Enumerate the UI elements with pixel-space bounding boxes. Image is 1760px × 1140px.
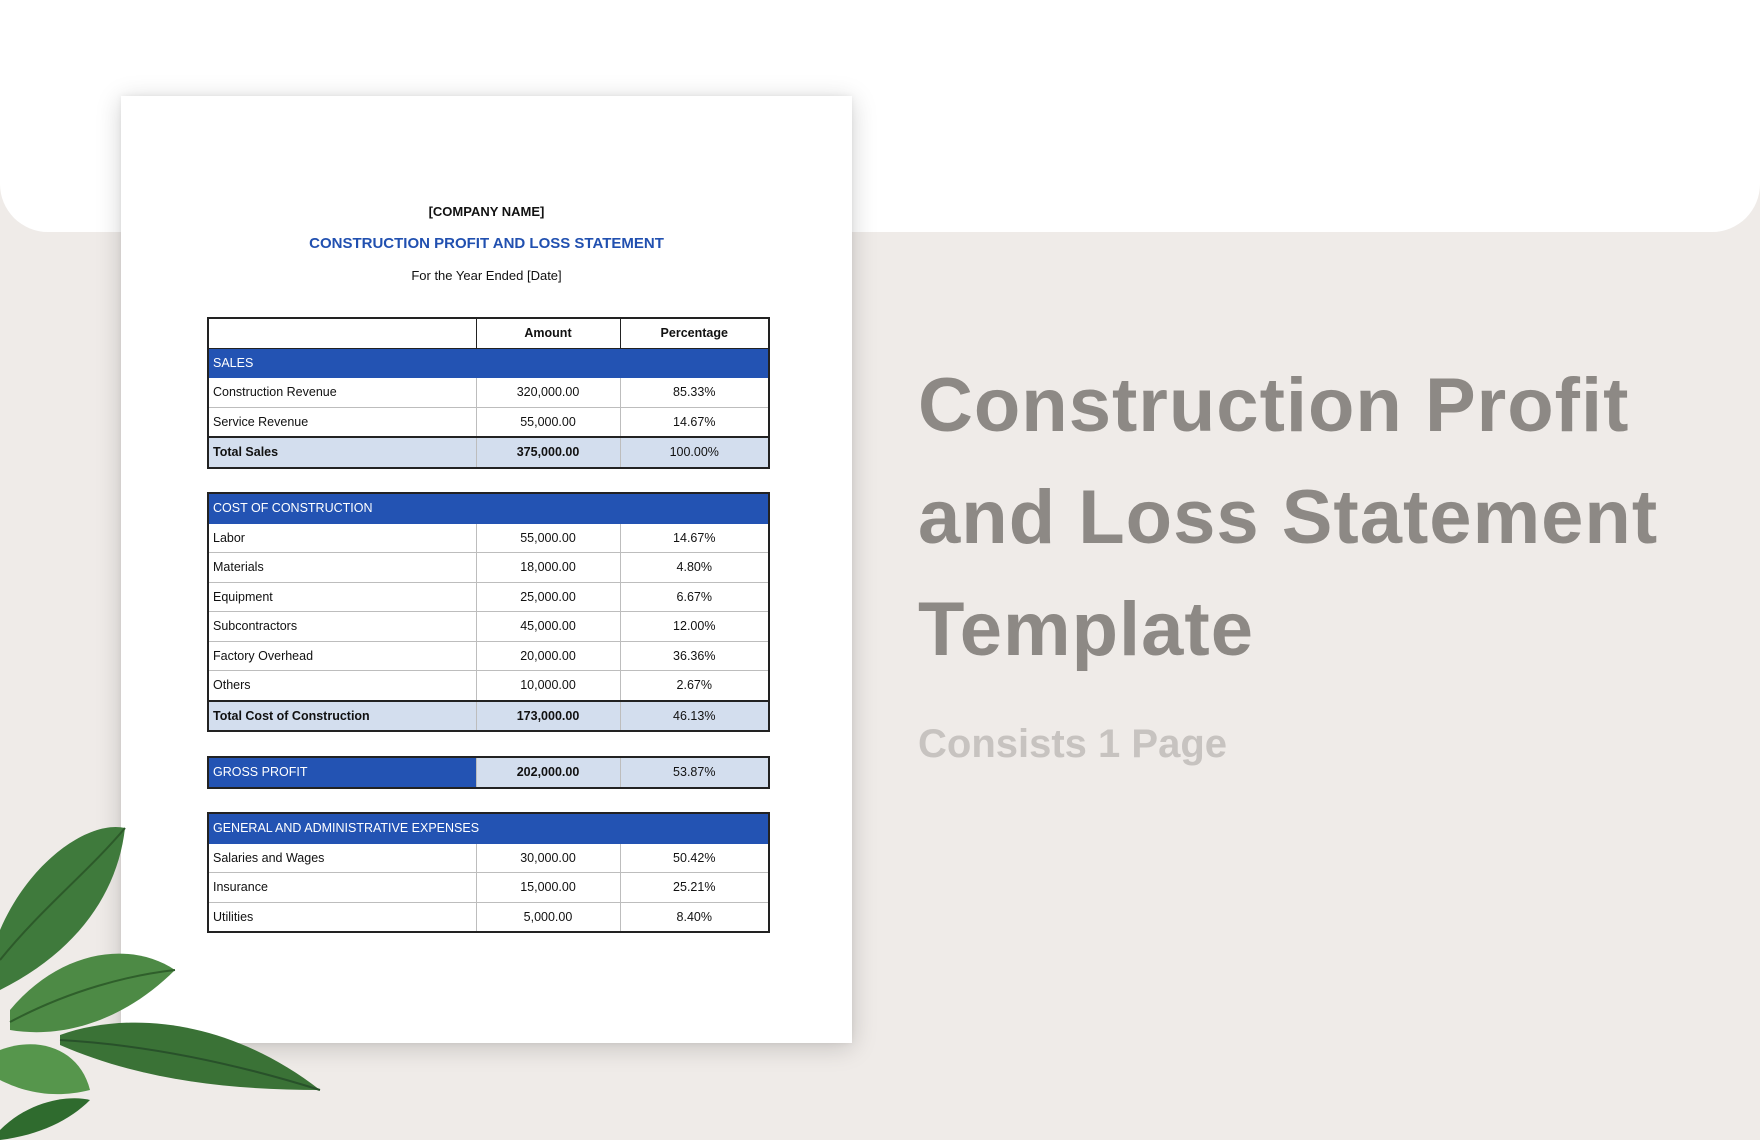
total-amount: 173,000.00	[476, 701, 620, 732]
header-amount: Amount	[476, 318, 620, 348]
promo-title	[918, 350, 1718, 686]
row-amount: 10,000.00	[476, 671, 620, 701]
gross-profit-label: GROSS PROFIT	[208, 757, 476, 788]
section-header-row	[208, 493, 769, 523]
row-label: Subcontractors	[208, 612, 476, 642]
table-row	[208, 582, 769, 612]
table-row	[208, 523, 769, 553]
row-percentage: 85.33%	[620, 378, 769, 408]
gross-profit-percentage: 53.87%	[620, 757, 769, 788]
row-percentage: 14.67%	[620, 523, 769, 553]
table-row	[208, 612, 769, 642]
table-row	[208, 671, 769, 701]
row-amount: 5,000.00	[476, 902, 620, 932]
row-percentage: 50.42%	[620, 843, 769, 873]
page-count-label: Consists 1 Page	[918, 722, 1228, 766]
header-percentage: Percentage	[620, 318, 769, 348]
row-percentage: 6.67%	[620, 582, 769, 612]
document-subtitle: For the Year Ended [Date]	[411, 268, 562, 283]
total-amount: 375,000.00	[476, 437, 620, 468]
promo-title-line: Template	[918, 587, 1255, 672]
header-blank	[208, 318, 476, 348]
document-title: CONSTRUCTION PROFIT AND LOSS STATEMENT	[309, 235, 664, 252]
section-admin-label: GENERAL AND ADMINISTRATIVE EXPENSES	[208, 813, 769, 843]
row-percentage: 25.21%	[620, 873, 769, 903]
total-label: Total Cost of Construction	[208, 701, 476, 732]
row-label: Construction Revenue	[208, 378, 476, 408]
row-label: Others	[208, 671, 476, 701]
gross-profit-table	[207, 756, 770, 789]
total-row	[208, 701, 769, 732]
row-label: Materials	[208, 553, 476, 583]
total-label: Total Sales	[208, 437, 476, 468]
row-amount: 18,000.00	[476, 553, 620, 583]
table-row	[208, 641, 769, 671]
table-row	[208, 407, 769, 437]
table-row	[208, 553, 769, 583]
table-header-row	[208, 318, 769, 348]
row-amount: 55,000.00	[476, 407, 620, 437]
row-amount: 20,000.00	[476, 641, 620, 671]
row-amount: 55,000.00	[476, 523, 620, 553]
row-percentage: 8.40%	[620, 902, 769, 932]
row-percentage: 2.67%	[620, 671, 769, 701]
row-amount: 15,000.00	[476, 873, 620, 903]
row-label: Factory Overhead	[208, 641, 476, 671]
row-amount: 320,000.00	[476, 378, 620, 408]
sales-table	[207, 317, 770, 469]
section-sales-label: SALES	[208, 348, 769, 378]
gross-profit-amount: 202,000.00	[476, 757, 620, 788]
row-amount: 25,000.00	[476, 582, 620, 612]
row-percentage: 14.67%	[620, 407, 769, 437]
promo-title-line: Construction Profit	[918, 363, 1630, 448]
row-label: Utilities	[208, 902, 476, 932]
total-row	[208, 437, 769, 468]
row-label: Salaries and Wages	[208, 843, 476, 873]
row-label: Service Revenue	[208, 407, 476, 437]
cost-of-construction-table	[207, 492, 770, 732]
row-percentage: 12.00%	[620, 612, 769, 642]
gross-profit-row	[208, 757, 769, 788]
row-label: Equipment	[208, 582, 476, 612]
section-cost-label: COST OF CONSTRUCTION	[208, 493, 769, 523]
total-percentage: 46.13%	[620, 701, 769, 732]
promo-title-line: and Loss Statement	[918, 475, 1659, 560]
company-name: [COMPANY NAME]	[428, 204, 545, 219]
row-amount: 45,000.00	[476, 612, 620, 642]
plant-leaves-icon	[0, 800, 360, 1140]
row-label: Labor	[208, 523, 476, 553]
row-label: Insurance	[208, 873, 476, 903]
total-percentage: 100.00%	[620, 437, 769, 468]
section-header-row	[208, 348, 769, 378]
row-percentage: 36.36%	[620, 641, 769, 671]
row-percentage: 4.80%	[620, 553, 769, 583]
table-row	[208, 378, 769, 408]
row-amount: 30,000.00	[476, 843, 620, 873]
